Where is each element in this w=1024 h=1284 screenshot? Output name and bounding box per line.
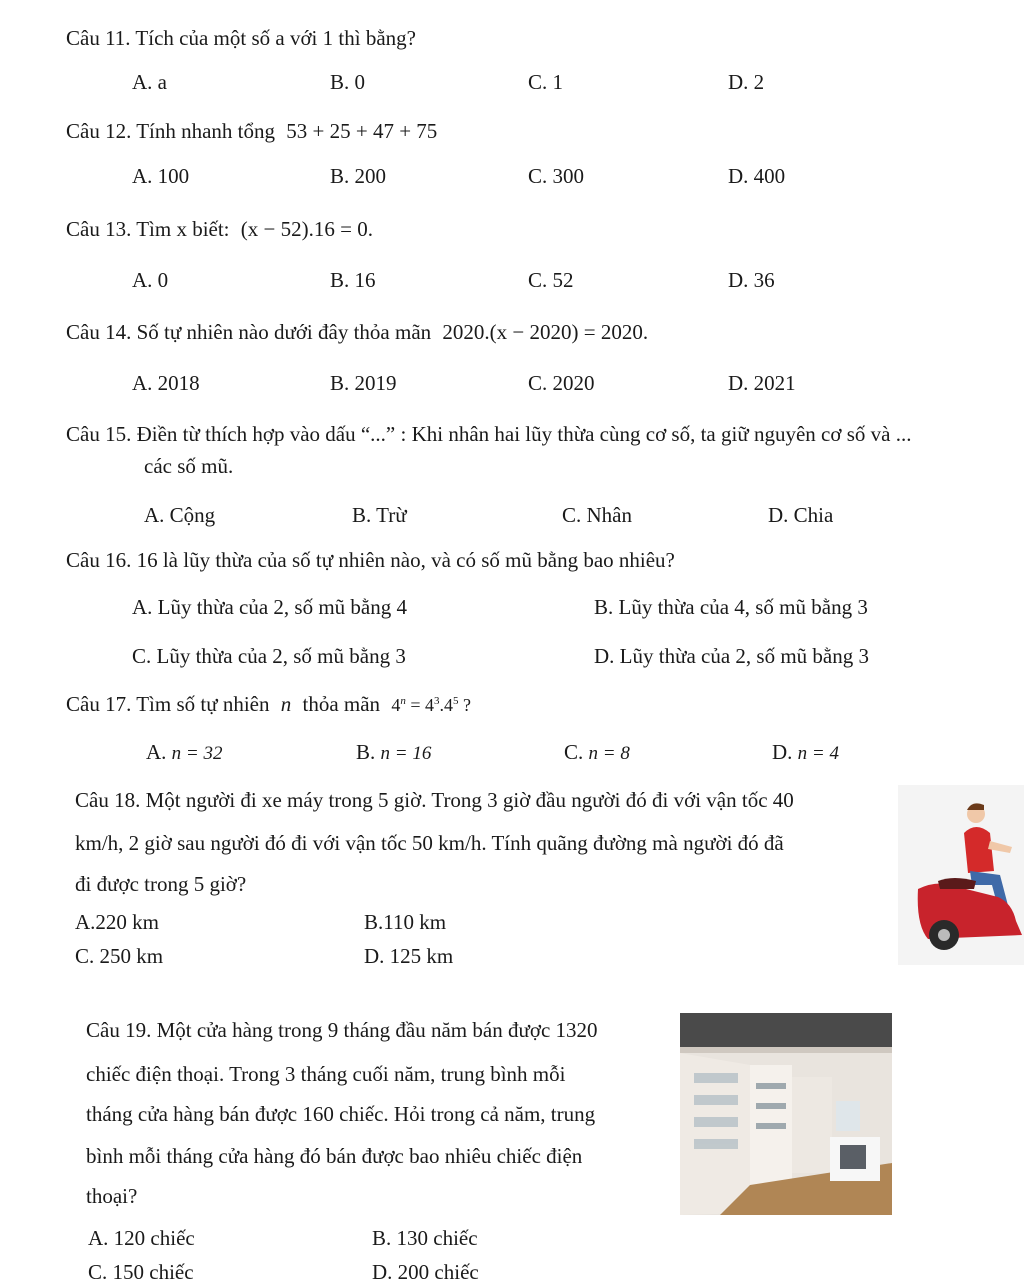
q19-option-b[interactable]: B. 130 chiếc [372,1226,478,1250]
q12-stem-text: Câu 12. Tính nhanh tổng [66,119,276,143]
q12-option-b[interactable]: B. 200 [330,164,387,188]
q15-stem-line2: các số mũ. [144,454,234,478]
q17-option-c[interactable]: C. n = 8 [564,740,630,764]
q15-option-d[interactable]: D. Chia [768,503,834,527]
q14-stem [66,322,648,343]
q14-option-a[interactable]: A. 2018 [132,371,200,395]
q16-option-d[interactable]: D. Lũy thừa của 2, số mũ bằng 3 [594,644,869,668]
q19-option-a[interactable]: A. 120 chiếc [88,1226,195,1250]
q11-option-b[interactable]: B. 0 [330,70,366,94]
q13-option-c[interactable]: C. 52 [528,268,574,292]
q14-option-b[interactable]: B. 2019 [330,371,397,395]
q14-stem-text: Câu 14. Số tự nhiên nào dưới đây thỏa mãn [66,320,432,344]
q13-option-b[interactable]: B. 16 [330,268,376,292]
q17-variable: n [280,692,292,716]
q15-option-b[interactable]: B. Trừ [352,503,407,527]
q18-option-c[interactable]: C. 250 km [75,944,164,968]
q11-option-a[interactable]: A. a [132,70,167,94]
q14-expression: 2020.(x − 2020) = 2020. [442,320,649,344]
q19-option-c[interactable]: C. 150 chiếc [88,1260,194,1284]
q17-option-b[interactable]: B. n = 16 [356,740,432,764]
q18-option-d[interactable]: D. 125 km [364,944,454,968]
q19-stem-line4: bình mỗi tháng cửa hàng đó bán được bao nhiêu chiếc điện [86,1144,583,1168]
q18-option-b[interactable]: B.110 km [364,910,447,934]
q12-option-a[interactable]: A. 100 [132,164,190,188]
q16-stem: Câu 16. 16 là lũy thừa của số tự nhiên nào, và có số mũ bằng bao nhiêu? [66,548,675,572]
q17-option-a[interactable]: A. n = 32 [146,740,223,764]
q15-option-a[interactable]: A. Cộng [144,503,216,527]
q13-stem-text: Câu 13. Tìm x biết: [66,217,230,241]
q12-stem [66,121,437,142]
q18-stem-line2: km/h, 2 giờ sau người đó đi với vận tốc 50 km/h. Tính quãng đường mà người đó đã [75,831,784,855]
q15-option-c[interactable]: C. Nhân [562,503,632,527]
q17-option-d[interactable]: D. n = 4 [772,740,839,764]
q12-option-c[interactable]: C. 300 [528,164,585,188]
q19-stem-line1: Câu 19. Một cửa hàng trong 9 tháng đầu năm bán được 1320 [86,1018,598,1042]
q18-option-a[interactable]: A.220 km [75,910,159,934]
q12-option-d[interactable]: D. 400 [728,164,786,188]
q16-option-c[interactable]: C. Lũy thừa của 2, số mũ bằng 3 [132,644,406,668]
q11-option-c[interactable]: C. 1 [528,70,564,94]
q18-stem-line3: đi được trong 5 giờ? [75,872,247,896]
q19-option-d[interactable]: D. 200 chiếc [372,1260,479,1284]
q14-option-d[interactable]: D. 2021 [728,371,796,395]
q19-stem-line5: thoại? [86,1184,138,1208]
q13-option-d[interactable]: D. 36 [728,268,775,292]
q11-option-d[interactable]: D. 2 [728,70,765,94]
q17-stem-text: Câu 17. Tìm số tự nhiên [66,692,270,716]
q13-expression: (x − 52).16 = 0. [240,217,373,241]
scooter-rider-illustration [898,785,1024,965]
q13-option-a[interactable]: A. 0 [132,268,169,292]
q12-expression: 53 + 25 + 47 + 75 [286,119,438,143]
q17-stem [66,694,471,715]
q13-stem [66,219,373,240]
q16-option-b[interactable]: B. Lũy thừa của 4, số mũ bằng 3 [594,595,868,619]
q19-stem-line3: tháng cửa hàng bán được 160 chiếc. Hỏi trong cả năm, trung [86,1102,596,1126]
q18-stem-line1: Câu 18. Một người đi xe máy trong 5 giờ. Trong 3 giờ đầu người đó đi với vận tốc 40 [75,788,794,812]
phone-store-photo [680,1013,892,1215]
q17-stem-tail: thỏa mãn [302,692,381,716]
q15-stem-line1: Câu 15. Điền từ thích hợp vào dấu “...” : Khi nhân hai lũy thừa cùng cơ số, ta giữ nguyên cơ số và ... [66,422,912,446]
q16-option-a[interactable]: A. Lũy thừa của 2, số mũ bằng 4 [132,595,407,619]
q19-stem-line2: chiếc điện thoại. Trong 3 tháng cuối năm, trung bình mỗi [86,1062,566,1086]
q14-option-c[interactable]: C. 2020 [528,371,595,395]
q11-stem: Câu 11. Tích của một số a với 1 thì bằng? [66,26,416,50]
q17-expression: $4^n = 4^3.4^5$ ? [391,695,471,715]
